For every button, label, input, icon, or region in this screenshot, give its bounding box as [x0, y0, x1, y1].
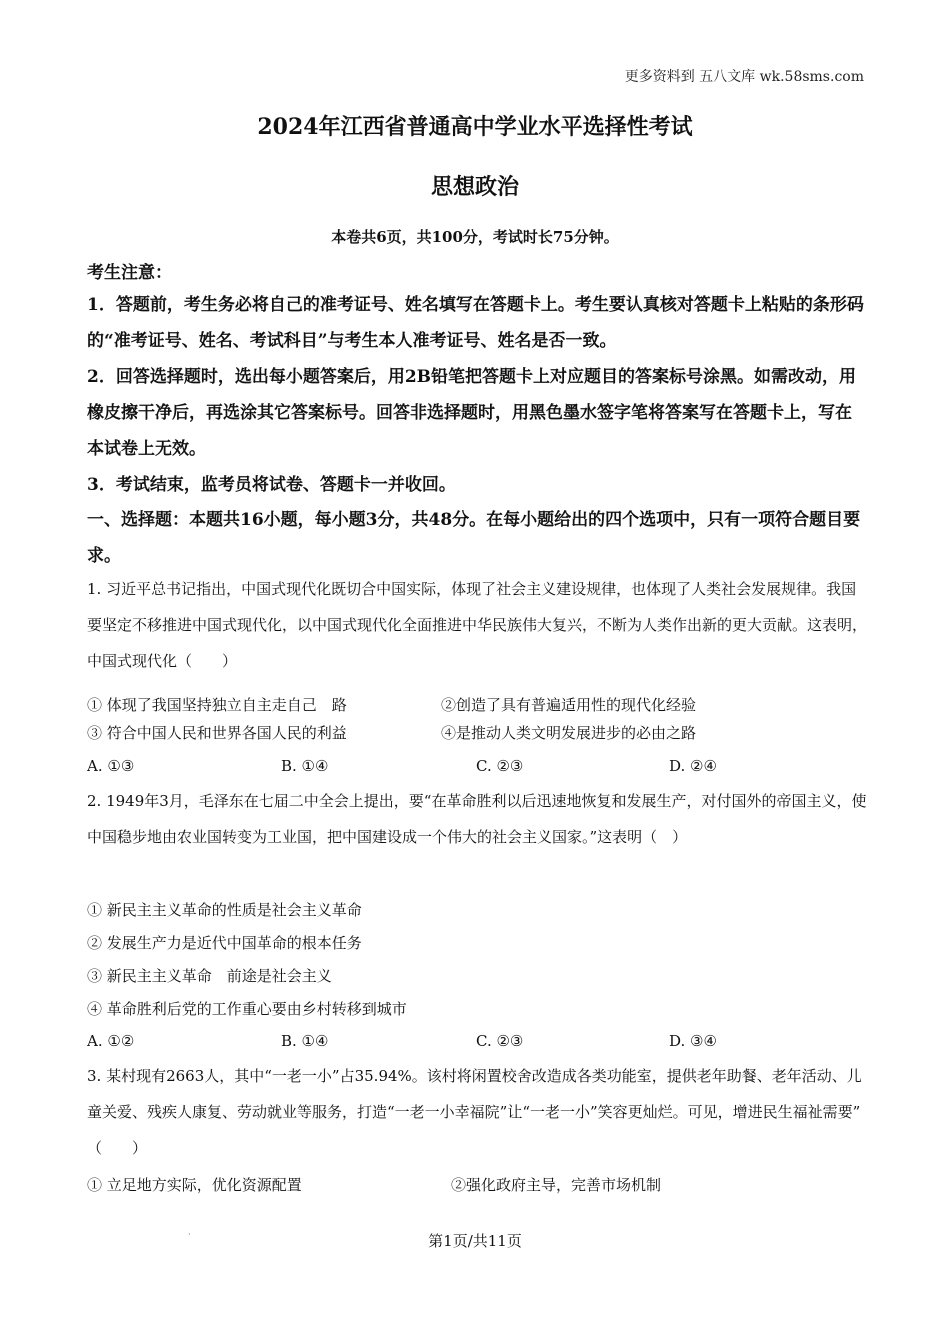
notice-item-2: 2．回答选择题时，选出每小题答案后，用2B铅笔把答题卡上对应题目的答案标号涂黑。如需改动，用橡皮擦干净后，再选涂其它答案标号。回答非选择题时，用黑色墨水签字笔将答案写在答题卡上，写在本试卷上无效。 [87, 367, 857, 459]
question-1-choice-a: A. ①③ [87, 757, 135, 775]
question-3-stem: 3. 某村现有2663人，其中“一老一小”占35.94%。该村将闲置校舍改造成各类功能室，提供老年助餐、老年活动、儿童关爱、残疾人康复、劳动就业等服务，打造“一老一小幸福院”让“一老一小”笑容更灿烂。可见，增进民生福祉需要” （ ） [87, 1067, 876, 1157]
section-heading: 一、选择题：本题共16小题，每小题3分，共48分。在每小题给出的四个选项中，只有一项符合题目要求。 [87, 510, 861, 566]
question-2-statement-1: ① 新民主主义革命的性质是社会主义革命 [87, 901, 362, 919]
question-2-choice-d: D. ③④ [669, 1032, 717, 1050]
watermark-text: 更多资料到 五八文库 wk.58sms.com [624, 69, 864, 85]
page-footer: 第1页/共11页 [428, 1232, 522, 1250]
notice-item-3: 3．考试结束，监考员将试卷、答题卡一并收回。 [87, 475, 456, 495]
subject-title: 思想政治 [430, 174, 519, 200]
notice-heading: 考生注意： [87, 263, 172, 283]
notice-item-1: 1．答题前，考生务必将自己的准考证号、姓名填写在答题卡上。考生要认真核对答题卡上粘贴的条形码的“准考证号、姓名、考试科目”与考生本人准考证号、姓名是否一致。 [87, 295, 864, 351]
question-1-stem: 1. 习近平总书记指出，中国式现代化既切合中国实际，体现了社会主义建设规律，也体现了人类社会发展规律。我国要坚定不移推进中国式现代化，以中国式现代化全面推进中华民族伟大复兴，不断为人类作出新的更大贡献。这表明，中国式现代化（ ） [87, 580, 868, 670]
exam-info: 本卷共6页，共100分，考试时长75分钟。 [331, 228, 619, 246]
scan-dot: · [188, 1230, 191, 1239]
question-3-statement-1: ① 立足地方实际，优化资源配置 [87, 1176, 302, 1194]
question-3-statement-2: ②强化政府主导，完善市场机制 [451, 1176, 662, 1194]
question-1-statement-3: ③ 符合中国人民和世界各国人民的利益 [87, 724, 347, 742]
question-1-choice-d: D. ②④ [669, 757, 717, 775]
question-2-choice-c: C. ②③ [476, 1032, 524, 1050]
question-1-choice-b: B. ①④ [281, 757, 329, 775]
question-2-statement-4: ④ 革命胜利后党的工作重心要由乡村转移到城市 [87, 1000, 407, 1018]
question-2-choice-a: A. ①② [87, 1032, 135, 1050]
exam-title: 2024年江西省普通高中学业水平选择性考试 [257, 114, 693, 140]
question-2-statement-3: ③ 新民主主义革命 前途是社会主义 [87, 967, 332, 985]
question-1-statement-1: ① 体现了我国坚持独立自主走自己 路 [87, 696, 347, 714]
question-2-stem: 2. 1949年3月，毛泽东在七届二中全会上提出，要“在革命胜利以后迅速地恢复和发展生产，对付国外的帝国主义，使中国稳步地由农业国转变为工业国，把中国建设成一个伟大的社会主义国家。”这表明（ ） [87, 792, 867, 846]
question-1-statement-2: ②创造了具有普遍适用性的现代化经验 [441, 696, 697, 714]
question-2-statement-2: ② 发展生产力是近代中国革命的根本任务 [87, 934, 362, 952]
question-2-choice-b: B. ①④ [281, 1032, 329, 1050]
question-1-statement-4: ④是推动人类文明发展进步的必由之路 [441, 724, 697, 742]
question-1-choice-c: C. ②③ [476, 757, 524, 775]
